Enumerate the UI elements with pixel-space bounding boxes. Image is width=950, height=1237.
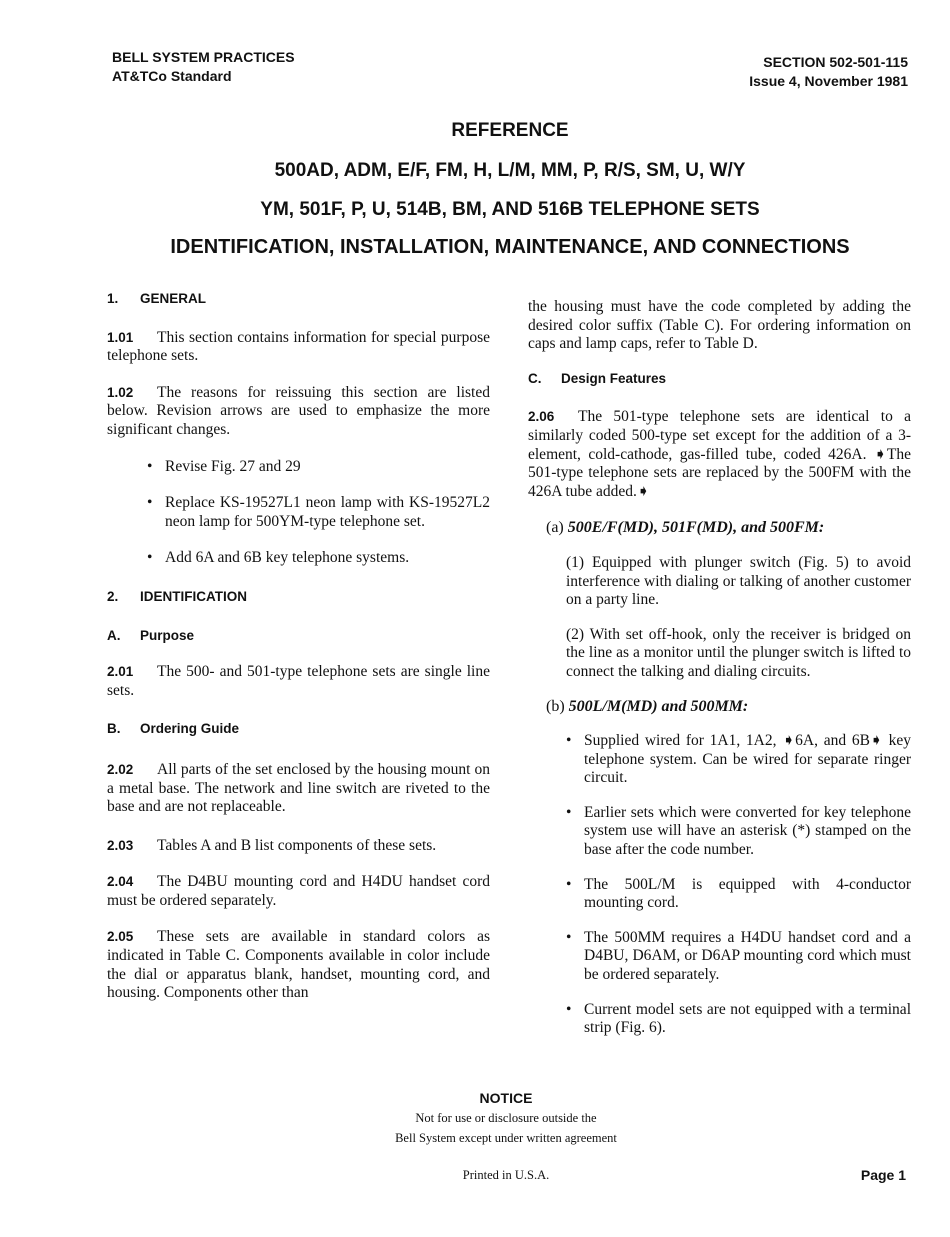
subsection-letter: C. — [528, 370, 542, 386]
bullet-icon: • — [566, 875, 572, 893]
paragraph-2-02 — [107, 761, 490, 817]
list-item — [528, 1001, 911, 1038]
bullet-icon: • — [147, 494, 153, 512]
item-label: (a) — [546, 519, 564, 537]
header-section: SECTION 502-501-115 — [763, 54, 908, 70]
item-a1: (1) Equipped with plunger switch (Fig. 5) to avoid interference with dialing or talking of another customer on a party line. — [566, 553, 911, 609]
notice-title: NOTICE — [479, 1090, 533, 1106]
paragraph-number: 2.03 — [107, 837, 134, 853]
list-item — [528, 876, 911, 913]
subsection-title: Purpose — [140, 627, 195, 643]
subsection-letter: A. — [107, 627, 121, 643]
title-subject: IDENTIFICATION, INSTALLATION, MAINTENANCE, AND CONNECTIONS — [170, 236, 850, 258]
header-left — [112, 48, 295, 86]
list-item — [528, 732, 911, 788]
subsection-letter: B. — [107, 721, 121, 737]
printed-in: Printed in U.S.A. — [462, 1168, 550, 1182]
paragraph-text: The reasons for reissuing this section are listed below. Revision arrows are used to emphasize the more significant changes. — [107, 383, 490, 438]
subsection-title: Design Features — [561, 370, 667, 386]
section-number: 2. — [107, 588, 119, 604]
paragraph-text: The D4BU mounting cord and H4DU handset cord must be ordered separately. — [107, 873, 490, 909]
list-item-text: Current model sets are not equipped with a terminal strip (Fig. 6). — [584, 1000, 911, 1037]
notice-line: Not for use or disclosure outside the — [415, 1111, 597, 1125]
paragraph-text: These sets are available in standard colors as indicated in Table C. Components available in color include the dial or apparatus blank, handset, mounting cord, and housing. Components other than — [107, 928, 490, 1002]
section-number: 1. — [107, 291, 119, 306]
list-item-text: Supplied wired for 1A1, 1A2, ➧6A, and 6B➧ key telephone system. Can be wired for separate ringer circuit. — [584, 732, 911, 787]
section-title: GENERAL — [140, 291, 207, 306]
list-item — [107, 494, 490, 531]
item-a-heading — [528, 519, 911, 538]
paragraph-text: The 501-type telephone sets are identical to a similarly coded 500-type set except for the addition of a 3-element, cold-cathode, gas-filled tube, coded 426A. ➧The 501-type telephone sets are replaced by the 500FM with the 426A tube added.➧ — [528, 408, 911, 500]
item-a2: (2) With set off-hook, only the receiver is bridged on the line as a monitor until the plunger switch is lifted to connect the talking and dialing circuits. — [566, 625, 911, 680]
list-item — [107, 458, 490, 477]
list-item-text: Add 6A and 6B key telephone systems. — [165, 549, 410, 567]
paragraph-1-01 — [107, 329, 490, 366]
paragraph-text: This section contains information for special purpose telephone sets. — [107, 328, 490, 365]
list-item — [107, 549, 490, 568]
title-models-line1: 500AD, ADM, E/F, FM, H, L/M, MM, P, R/S, SM, U, W/Y — [274, 160, 746, 181]
paragraph-2-05-continued: the housing must have the code completed by adding the desired color suffix (Table C). For ordering information on caps and lamp caps, refer to Table D. — [528, 298, 911, 353]
paragraph-number: 2.01 — [107, 664, 134, 680]
item-b-heading — [528, 698, 911, 717]
paragraph-number: 1.02 — [107, 384, 134, 400]
paragraph-2-04 — [107, 873, 490, 910]
title-models-line2: YM, 501F, P, U, 514B, BM, AND 516B TELEPHONE SETS — [260, 199, 760, 220]
bullet-icon: • — [566, 803, 572, 821]
paragraph-2-05 — [107, 928, 490, 1002]
bullet-icon: • — [566, 928, 572, 946]
bullet-icon: • — [566, 732, 572, 750]
header-right — [749, 53, 908, 91]
header-standard: AT&TCo Standard — [112, 68, 232, 84]
list-item-text: Replace KS-19527L1 neon lamp with KS-19527L2 neon lamp for 500YM-type telephone set. — [165, 494, 490, 530]
right-column — [528, 298, 911, 1038]
header-practice: BELL SYSTEM PRACTICES — [112, 49, 295, 65]
list-item-text: Earlier sets which were converted for key telephone system use will have an asterisk (*) stamped on the base after the code number. — [584, 803, 911, 859]
item-title: 500L/M(MD) and 500MM: — [568, 697, 749, 715]
bullet-icon: • — [566, 1000, 572, 1018]
list-item-text: The 500L/M is equipped with 4-conductor mounting cord. — [584, 875, 911, 912]
bullet-icon: • — [147, 549, 153, 567]
item-title: 500E/F(MD), 501F(MD), and 500FM: — [567, 519, 825, 537]
notice-line: Bell System except under written agreement — [395, 1131, 617, 1145]
title-reference: REFERENCE — [451, 120, 569, 141]
section-identification-heading — [107, 588, 490, 607]
subsection-design-features-heading — [528, 370, 911, 389]
list-item — [528, 929, 911, 985]
subsection-purpose-heading — [107, 627, 490, 646]
section-title: IDENTIFICATION — [140, 588, 247, 604]
list-item — [528, 804, 911, 860]
paragraph-number: 2.04 — [107, 874, 134, 890]
list-item-text: The 500MM requires a H4DU handset cord and a D4BU, D6AM, or D6AP mounting cord which must be ordered separately. — [584, 928, 911, 984]
header-issue: Issue 4, November 1981 — [749, 73, 908, 89]
list-item-text: Revise Fig. 27 and 29 — [165, 457, 301, 475]
paragraph-number: 1.01 — [107, 329, 134, 345]
paragraph-number: 2.06 — [528, 409, 555, 425]
paragraph-number: 2.02 — [107, 761, 134, 777]
item-label: (b) — [546, 697, 565, 715]
subsection-ordering-guide-heading — [107, 720, 490, 739]
paragraph-2-03 — [107, 837, 490, 856]
paragraph-number: 2.05 — [107, 929, 134, 945]
subsection-title: Ordering Guide — [140, 721, 240, 737]
paragraph-2-01 — [107, 663, 490, 700]
paragraph-text: The 500- and 501-type telephone sets are single line sets. — [107, 663, 490, 699]
paragraph-1-02 — [107, 384, 490, 440]
bullet-icon: • — [147, 457, 153, 475]
section-general-heading — [107, 290, 490, 309]
paragraph-text: All parts of the set enclosed by the housing mount on a metal base. The network and line switch are riveted to the base and are not replaceable. — [107, 760, 490, 816]
left-column — [107, 290, 490, 1003]
page-number: Page 1 — [860, 1167, 906, 1183]
paragraph-2-06 — [528, 408, 911, 501]
paragraph-text: Tables A and B list components of these sets. — [157, 836, 437, 854]
